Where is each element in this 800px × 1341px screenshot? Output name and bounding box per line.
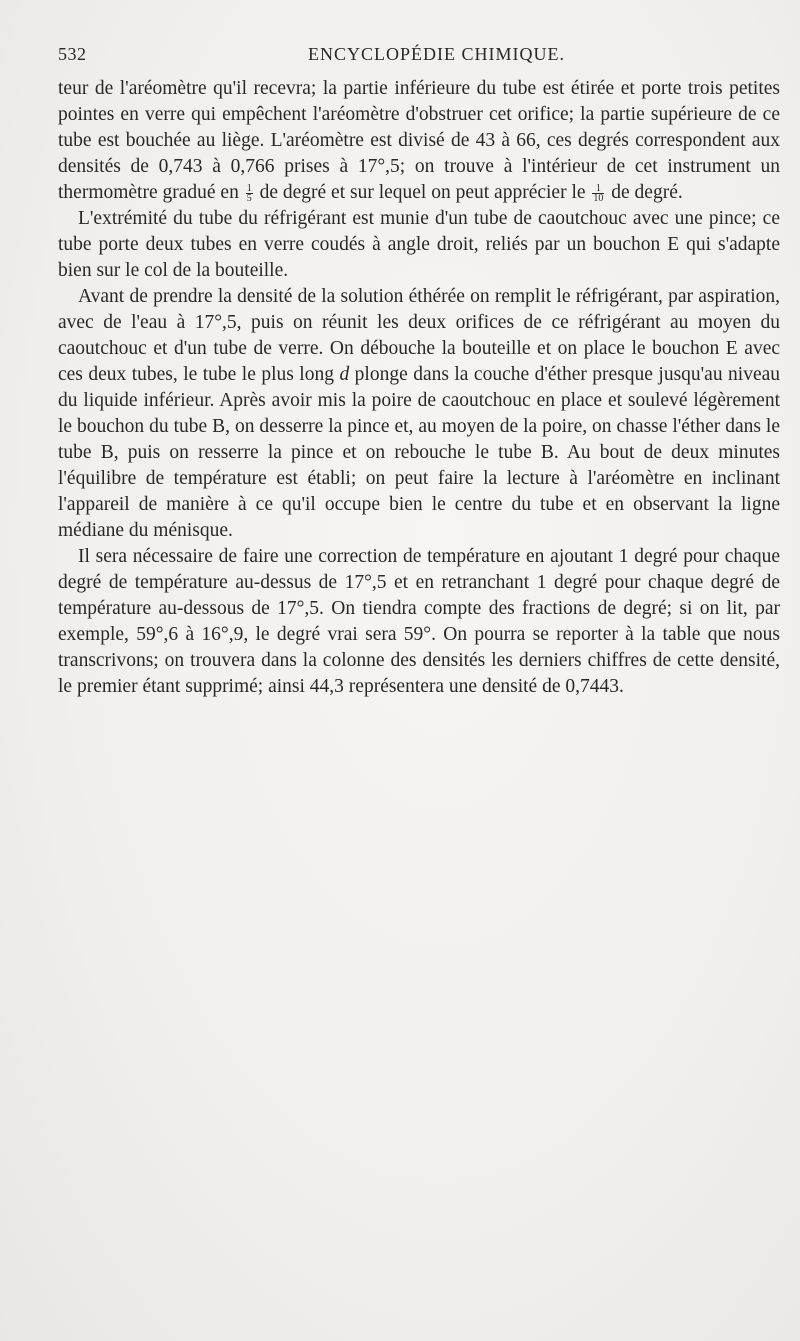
fraction-one-tenth xyxy=(592,184,604,203)
paragraph-1-text-a: teur de l'aréomètre qu'il recevra; la partie inférieure du tube est étirée et porte trois petites pointes en verre qui empêchent l'aréomètre d'obstruer cet orifice; la partie supérieure de ce tube est bouchée au liège. L'aréomètre est divisé de 43 à 66, ces degrés correspondent aux densités de 0,743 à 0,766 prises à 17°,5; on trouve à l'intérieur de cet instrument un thermomètre gradué en xyxy=(58,78,780,203)
paragraph-3-text-b: plonge dans la couche d'éther presque jusqu'au niveau du liquide inférieur. Après avoir mis la poire de caoutchouc en place et soulevé légèrement le bouchon du tube B, on desserre la pince et, au moyen de la poire, on chasse l'éther dans le tube B, puis on resserre la pince et on rebouche le tube B. Au bout de deux minutes l'équilibre de température est établi; on peut faire la lecture à l'aréomètre en inclinant l'appareil de manière à ce qu'il occupe bien le centre du tube et en observant la ligne médiane du ménisque. xyxy=(58,364,781,541)
fraction-denominator: 10 xyxy=(593,193,604,205)
running-header xyxy=(58,44,748,70)
fraction-numerator: 1 xyxy=(246,183,252,195)
fraction-numerator: 1 xyxy=(592,184,604,194)
paragraph-1-text-c: de degré. xyxy=(611,182,683,203)
paragraph-1-text-b: de degré et sur lequel on peut apprécier le xyxy=(259,182,586,203)
paragraph-3-text-a: Avant de prendre la densité de la solution éthérée on remplit le réfrigérant, par aspiration, avec de l'eau à 17°,5, puis on réunit les deux orifices de ce réfrigérant au moyen du caoutchouc et d'un tube de verre. On débouche la bouteille et on place le bouchon E avec ces deux tubes, le tube le plus long xyxy=(58,286,780,385)
page-number: 532 xyxy=(58,44,87,64)
paragraph-3 xyxy=(58,284,780,544)
running-title: ENCYCLOPÉDIE CHIMIQUE. xyxy=(308,44,565,64)
body-text xyxy=(58,76,780,700)
paragraph-1 xyxy=(58,76,780,206)
fraction-one-fifth xyxy=(246,184,253,203)
fraction-denominator: 5 xyxy=(246,193,252,205)
paragraph-3-italic-d: d xyxy=(339,364,350,385)
paragraph-2: L'extrémité du tube du réfrigérant est munie d'un tube de caoutchouc avec une pince; ce tube porte deux tubes en verre coudés à angle droit, reliés par un bouchon E qui s'adapte bien sur le col de la bouteille. xyxy=(58,208,780,281)
paragraph-4: Il sera nécessaire de faire une correction de température en ajoutant 1 degré pour chaque degré de température au-dessus de 17°,5 et en retranchant 1 degré pour chaque degré de température au-dessous de 17°,5. On tiendra compte des fractions de degré; si on lit, par exemple, 59°,6 à 16°,9, le degré vrai sera 59°. On pourra se reporter à la table que nous transcrivons; on trouvera dans la colonne des densités les derniers chiffres de cette densité, le premier étant supprimé; ainsi 44,3 représentera une densité de 0,7443. xyxy=(58,546,780,697)
